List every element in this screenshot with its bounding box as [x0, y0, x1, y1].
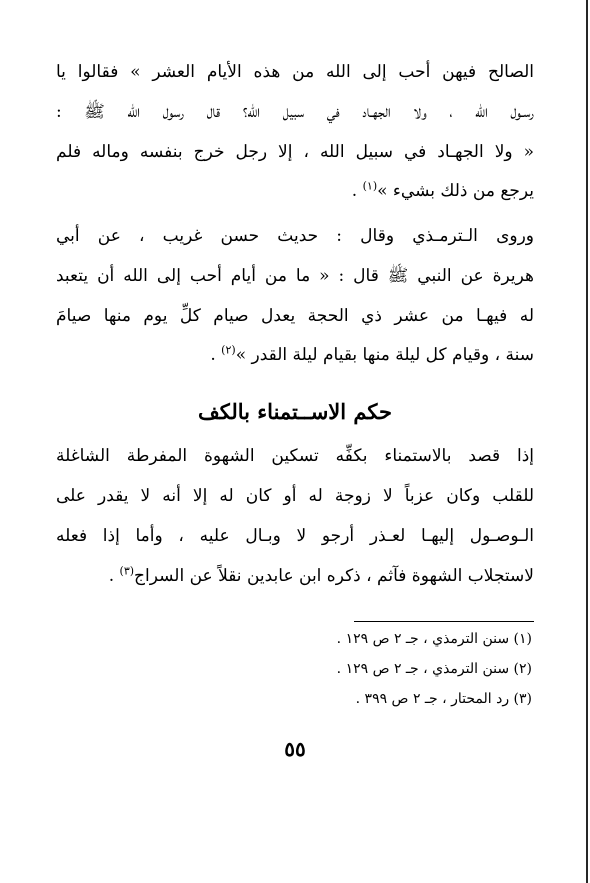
sentence-end: . — [351, 181, 358, 201]
footnote-reference: (٣) — [119, 564, 135, 578]
scan-edge-border — [586, 0, 588, 883]
body-text-line: إذا قصد بالاستمناء بكفِّه تسكين الشهوة المفرطة الشاغلة — [56, 446, 534, 466]
body-text-line: هريرة عن النبي ﷺ قال : « ما من أيام أحب إلى الله أن يتعبد — [56, 266, 534, 286]
body-text-line: الصالح فيهن أحب إلى الله من هذه الأيام العشر » فقالوا يا — [56, 62, 534, 82]
footnote: (١) سنن الترمذي ، جـ ٢ ص ١٢٩ . — [336, 631, 532, 647]
body-text-line: « ولا الجهـاد في سبيل الله ، إلا رجل خرج بنفسه وماله فلم — [56, 142, 534, 162]
section-heading: حكم الاســتمناء بالكف — [198, 399, 392, 424]
sentence-end: . — [108, 566, 115, 586]
footnote-reference: (٢) — [221, 343, 236, 357]
body-text: لاستجلاب الشهوة فآثم ، ذكره ابن عابدين نقلاً عن السراج — [134, 566, 534, 586]
footnote: (٢) سنن الترمذي ، جـ ٢ ص ١٢٩ . — [336, 661, 532, 677]
body-text: يرجع من ذلك بشيء » — [377, 181, 534, 201]
body-text-line: وروى الـترمـذي وقال : حديث حسن غريب ، عن أبي — [56, 226, 534, 246]
footnote-reference: (١) — [362, 179, 378, 193]
page-number: ٥٥ — [284, 737, 306, 761]
body-text-line-with-footnote — [56, 171, 534, 211]
footnote: (٣) رد المحتار ، جـ ٢ ص ٣٩٩ . — [355, 691, 532, 707]
sentence-end: . — [210, 345, 216, 365]
body-text-line: رسـول الله ، ولا الجهـاد في سبيل الله؟ قال رسول الله ﷺ : — [56, 102, 534, 122]
body-text-line-with-footnote — [56, 556, 534, 596]
body-text-line: الـوصـول إليهـا لعـذر أرجو لا وبـال عليه ، وأما إذا فعله — [56, 526, 534, 546]
body-text: سنة ، وقيام كل ليلة منها بقيام ليلة القدر » — [235, 345, 534, 365]
body-text-line: للقلب وكان عزباً لا زوجة له أو كان له إلا أنه لا يقدر على — [56, 486, 534, 506]
body-text-line: له فيهـا من عشر ذي الحجة يعدل صيام كلِّ يوم منها صيامَ — [56, 306, 534, 326]
footnote-separator — [354, 621, 534, 622]
body-text-line-with-footnote — [56, 335, 534, 375]
